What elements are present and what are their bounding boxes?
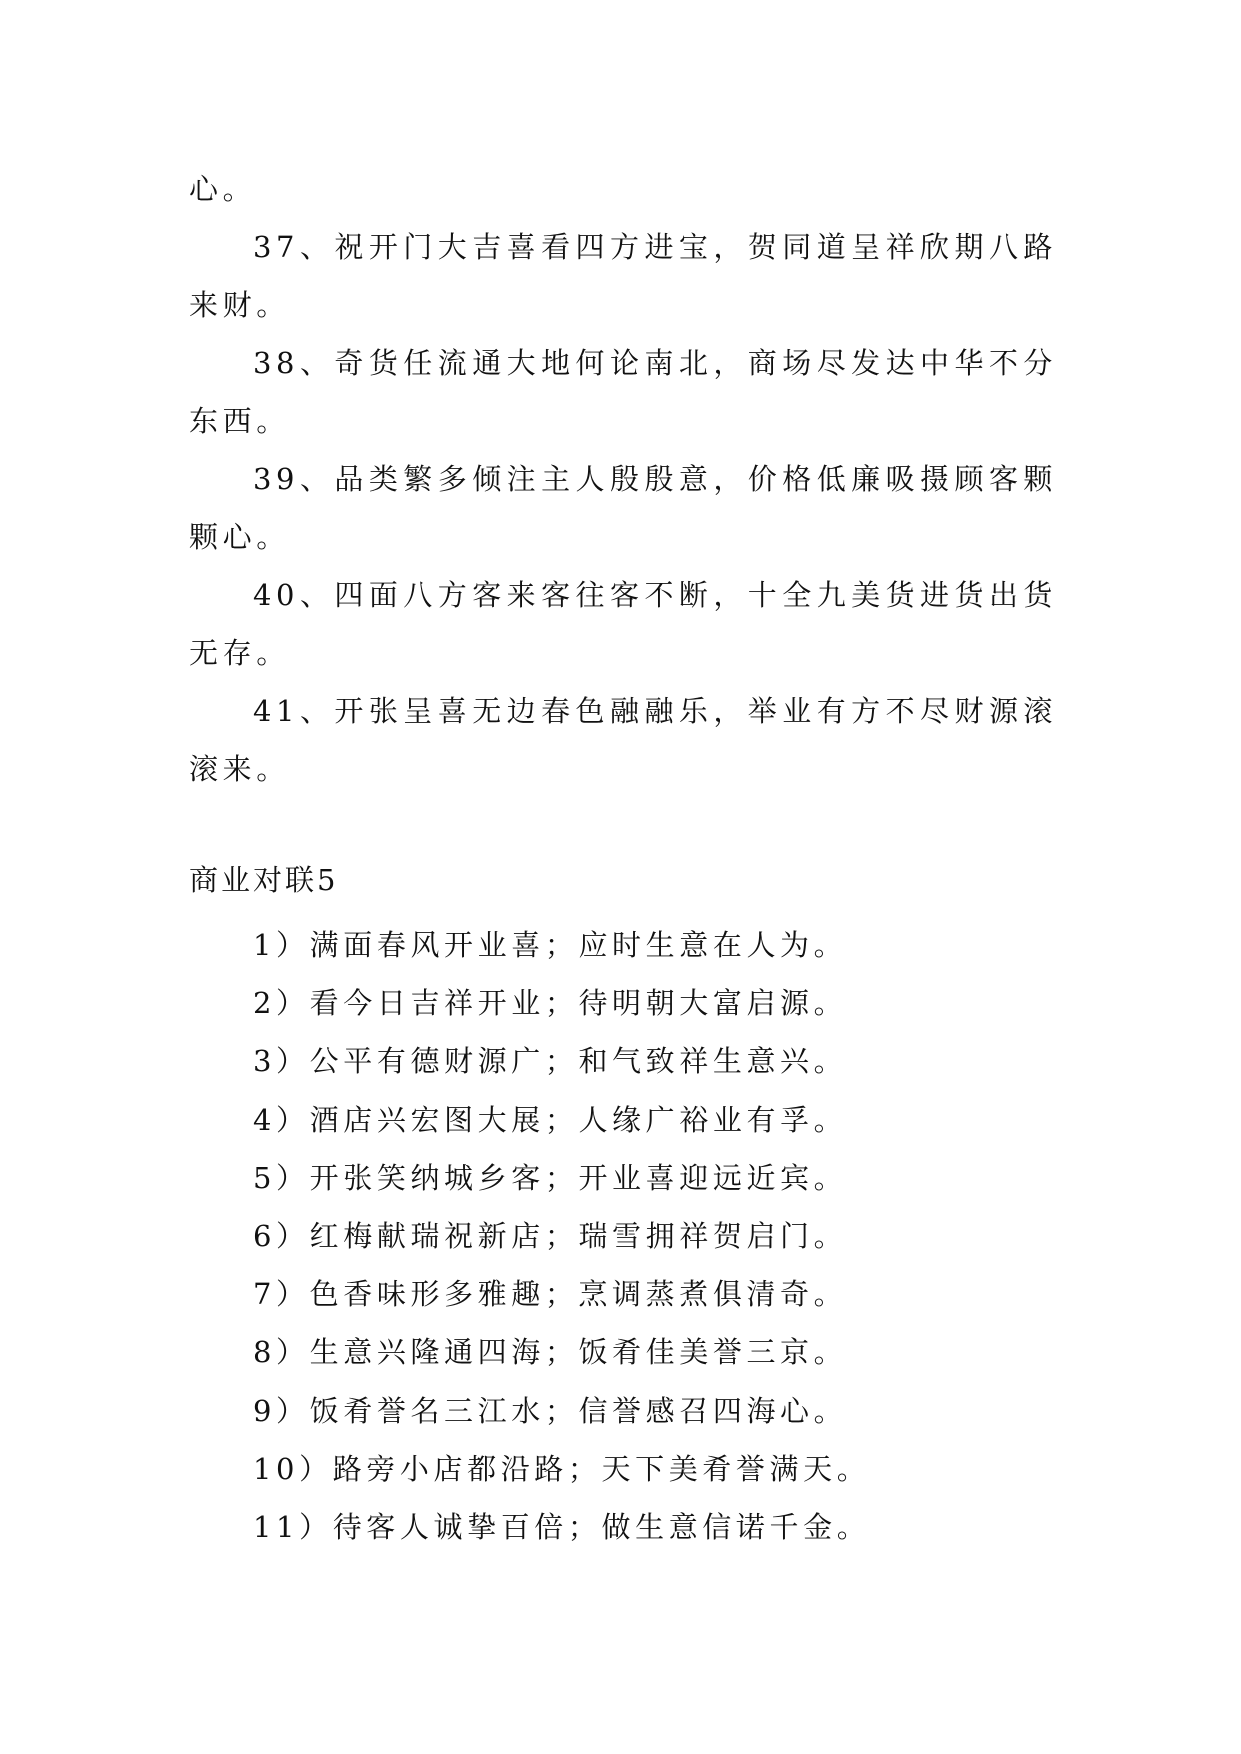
list-item: 3）公平有德财源广；和气致祥生意兴。: [253, 1044, 848, 1079]
couplet-list: [253, 916, 1033, 1556]
list-item: 1）满面春风开业喜；应时生意在人为。: [253, 928, 848, 962]
list-item: 6）红梅献瑞祝新店；瑞雪拥祥贺启门。: [253, 1218, 848, 1253]
list-item: 9）饭肴誉名三江水；信誉感召四海心。: [253, 1393, 848, 1428]
list-item: 2）看今日吉祥开业；待明朝大富启源。: [253, 986, 848, 1021]
text-block: [189, 160, 1057, 798]
paragraph-40: 40、四面八方客来客往客不断，十全九美货进货出货无存。: [189, 578, 1057, 670]
list-item: 5）开张笑纳城乡客；开业喜迎远近宾。: [253, 1160, 848, 1195]
paragraph-41: 41、开张呈喜无边春色融融乐，举业有方不尽财源滚滚来。: [189, 694, 1057, 786]
section-title: 商业对联5: [189, 863, 339, 897]
paragraph-39: 39、品类繁多倾注主人殷殷意，价格低廉吸摄顾客颗颗心。: [189, 462, 1057, 554]
list-item: 11）待客人诚挚百倍；做生意信诺千金。: [253, 1509, 871, 1544]
list-item: 8）生意兴隆通四海；饭肴佳美誉三京。: [253, 1335, 848, 1370]
paragraph-38: 38、奇货任流通大地何论南北，商场尽发达中华不分东西。: [189, 346, 1057, 438]
list-item: 7）色香味形多雅趣；烹调蒸煮俱清奇。: [253, 1277, 848, 1312]
continued-line: 心。: [189, 172, 257, 206]
list-item: 10）路旁小店都沿路；天下美肴誉满天。: [253, 1451, 871, 1486]
list-item: 4）酒店兴宏图大展；人缘广裕业有孚。: [253, 1102, 848, 1137]
paragraph-37: 37、祝开门大吉喜看四方进宝，贺同道呈祥欣期八路来财。: [189, 230, 1057, 322]
